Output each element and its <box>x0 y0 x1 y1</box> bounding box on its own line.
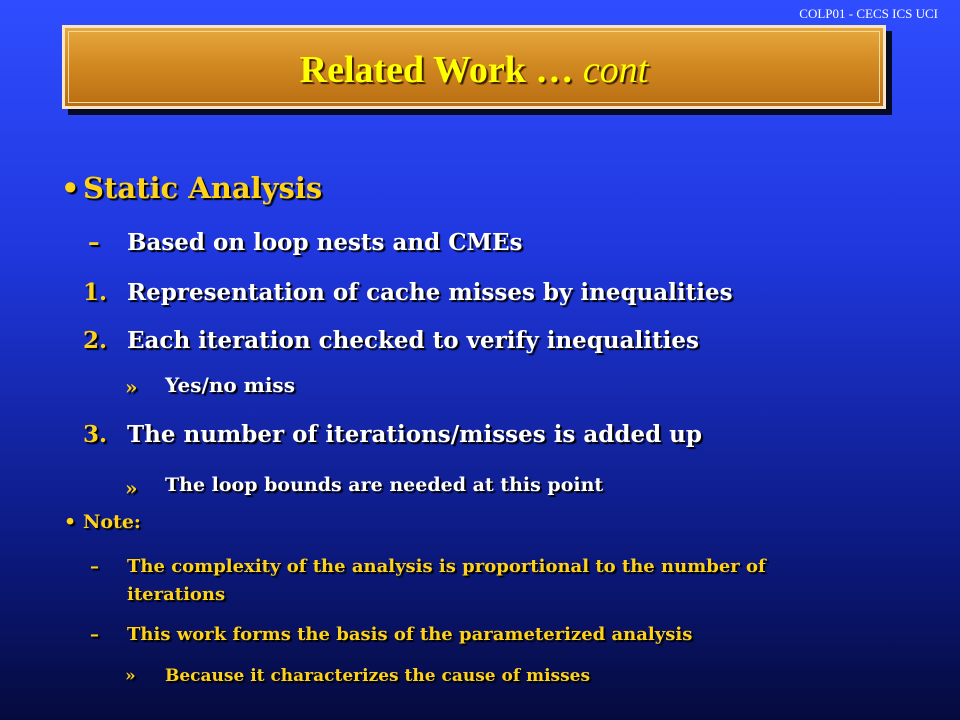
list-item: Based on loop nests and CMEs <box>127 229 523 256</box>
note-marker: – <box>90 556 99 577</box>
note-item-line2: iterations <box>127 584 226 605</box>
title-sub: cont <box>582 49 649 91</box>
note-marker: – <box>90 624 99 645</box>
note-marker: » <box>125 666 136 686</box>
section-heading-static-analysis: Static Analysis <box>83 171 323 205</box>
list-item: Representation of cache misses by inequalities <box>127 279 733 306</box>
title-main: Related Work … <box>299 49 574 91</box>
list-marker: 3. <box>83 421 108 448</box>
list-item: Yes/no miss <box>165 373 295 397</box>
list-marker: – <box>88 229 100 256</box>
slide-title <box>65 48 883 92</box>
list-item: The number of iterations/misses is added up <box>127 421 702 448</box>
title-box <box>62 25 886 109</box>
note-item-line1: The complexity of the analysis is proportional to the number of <box>127 556 766 577</box>
list-item: The loop bounds are needed at this point <box>165 474 604 496</box>
slide-header-tag: COLP01 - CECS ICS UCI <box>799 6 938 21</box>
note-bullet: • <box>64 511 77 533</box>
list-marker: » <box>125 476 138 500</box>
note-item: Because it characterizes the cause of misses <box>165 666 591 686</box>
note-label: Note: <box>83 511 141 533</box>
note-item: This work forms the basis of the parameterized analysis <box>127 624 693 645</box>
list-marker: 2. <box>83 327 108 354</box>
section-bullet: • <box>61 171 80 205</box>
list-item: Each iteration checked to verify inequalities <box>127 327 699 354</box>
list-marker: 1. <box>83 279 108 306</box>
list-marker: » <box>125 375 138 399</box>
